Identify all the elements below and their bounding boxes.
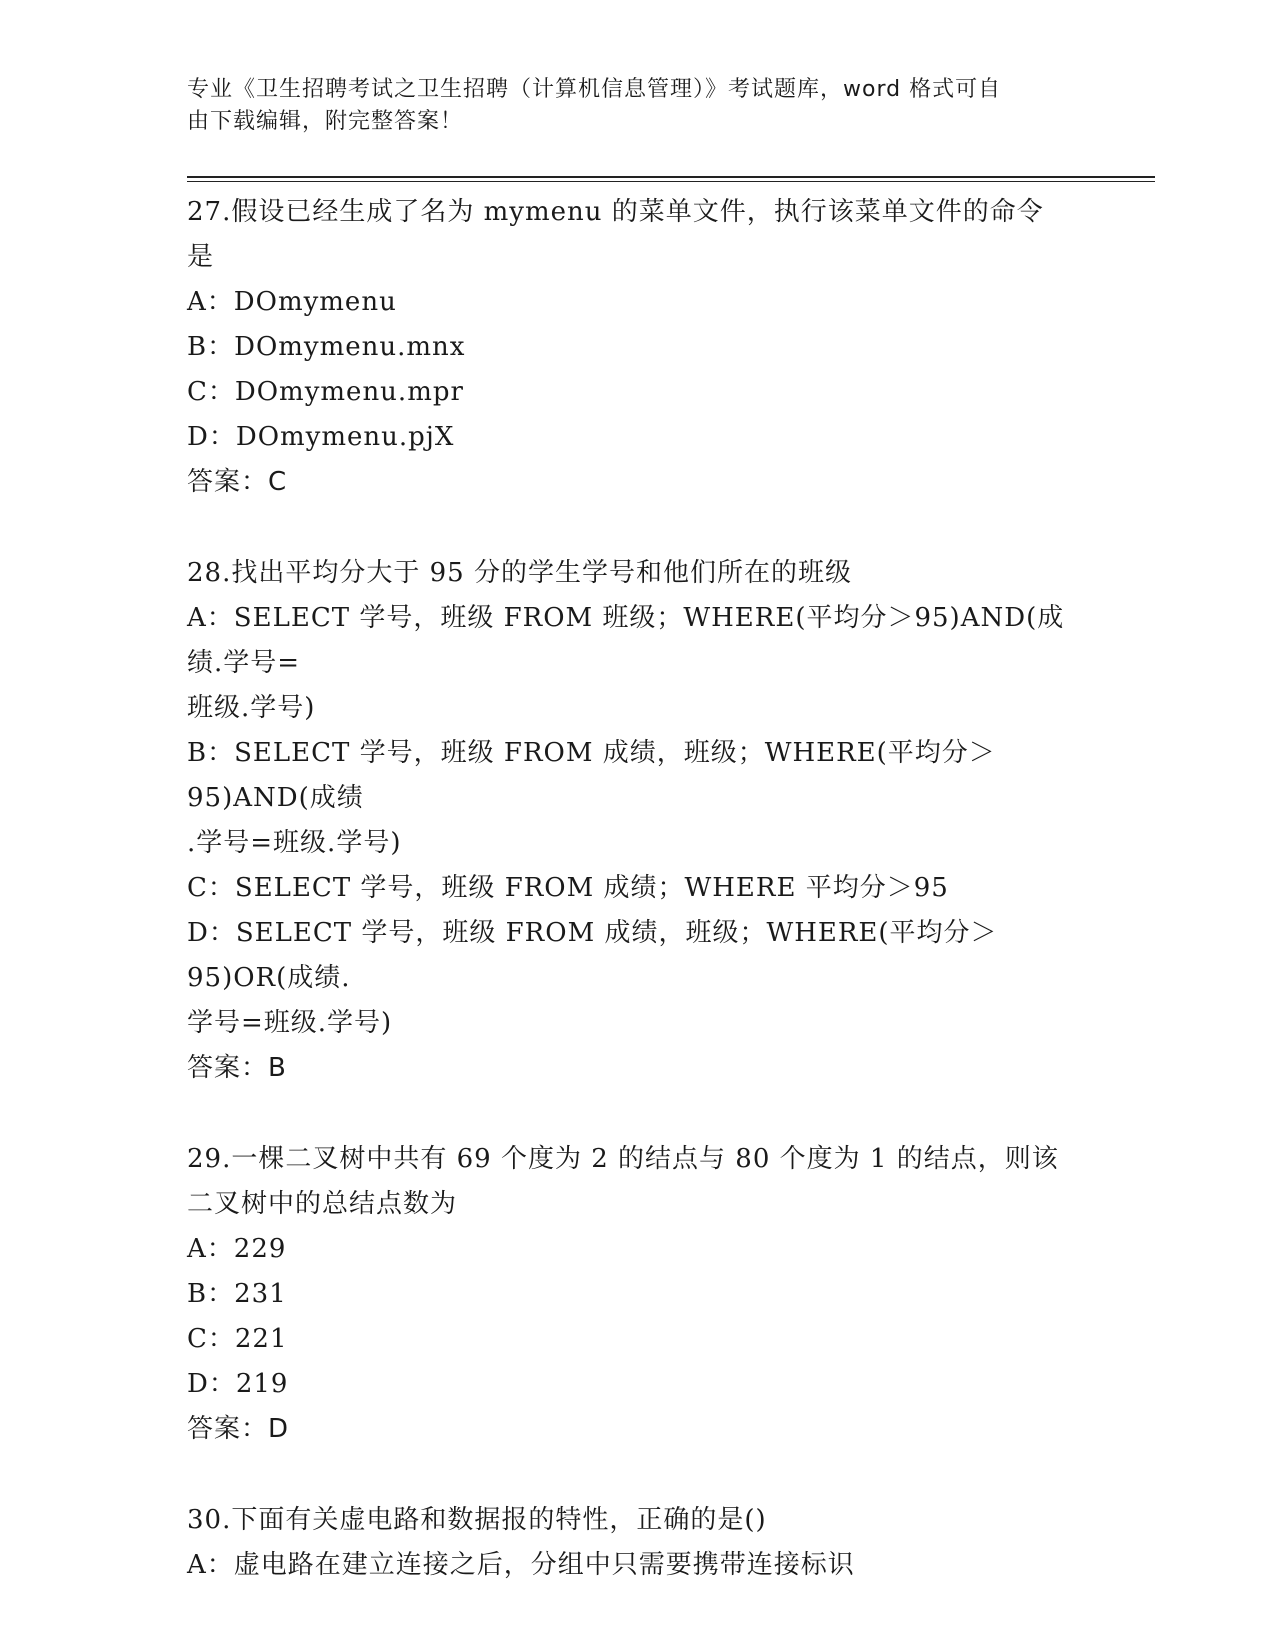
answer-text: 答案：C xyxy=(187,467,288,497)
option-a: A：DOmymenu xyxy=(187,287,397,317)
option-a-continued: 班级.学号) xyxy=(187,693,316,723)
question-29 xyxy=(187,1137,1087,1452)
header-line-2: 由下载编辑，附完整答案！ xyxy=(187,109,464,134)
option-b: B：SELECT 学号，班级 FROM 成绩，班级；WHERE(平均分＞95)AND(成绩 xyxy=(187,738,996,813)
question-stem-line: 28.找出平均分大于 95 分的学生学号和他们所在的班级 xyxy=(187,558,852,588)
spacer xyxy=(187,1091,1087,1137)
header-line-1: 专业《卫生招聘考试之卫生招聘（计算机信息管理）》考试题库，word 格式可自 xyxy=(187,77,1002,102)
question-stem-line: 27.假设已经生成了名为 mymenu 的菜单文件，执行该菜单文件的命令 xyxy=(187,197,1044,227)
question-27 xyxy=(187,190,1087,505)
question-stem-line: 是 xyxy=(187,242,215,272)
spacer xyxy=(187,505,1087,551)
option-a: A：虚电路在建立连接之后，分组中只需要携带连接标识 xyxy=(187,1550,855,1580)
option-d: D：DOmymenu.pjX xyxy=(187,422,455,452)
question-list xyxy=(187,190,1087,1588)
option-a: A：SELECT 学号，班级 FROM 班级；WHERE(平均分＞95)AND(成绩.学号= xyxy=(187,603,1065,678)
option-c: C：221 xyxy=(187,1324,288,1354)
option-d: D：SELECT 学号，班级 FROM 成绩，班级；WHERE(平均分＞95)OR(成绩. xyxy=(187,918,998,993)
option-b: B：231 xyxy=(187,1279,287,1309)
question-stem-line: 29.一棵二叉树中共有 69 个度为 2 的结点与 80 个度为 1 的结点，则该 xyxy=(187,1144,1059,1174)
answer-text: 答案：B xyxy=(187,1053,287,1083)
question-stem-line: 二叉树中的总结点数为 xyxy=(187,1189,458,1219)
spacer xyxy=(187,1452,1087,1498)
option-a: A：229 xyxy=(187,1234,287,1264)
answer-text: 答案：D xyxy=(187,1414,290,1444)
option-b-continued: .学号=班级.学号) xyxy=(187,828,402,858)
question-stem-line: 30.下面有关虚电路和数据报的特性，正确的是() xyxy=(187,1505,767,1535)
option-c: C：SELECT 学号，班级 FROM 成绩；WHERE 平均分＞95 xyxy=(187,873,949,903)
option-c: C：DOmymenu.mpr xyxy=(187,377,464,407)
header-divider-thick xyxy=(187,176,1155,178)
option-d: D：219 xyxy=(187,1369,289,1399)
question-28 xyxy=(187,551,1087,1091)
document-header xyxy=(187,74,1087,138)
question-30 xyxy=(187,1498,1087,1588)
option-b: B：DOmymenu.mnx xyxy=(187,332,466,362)
option-d-continued: 学号=班级.学号) xyxy=(187,1008,393,1038)
header-divider-thin xyxy=(187,181,1155,182)
